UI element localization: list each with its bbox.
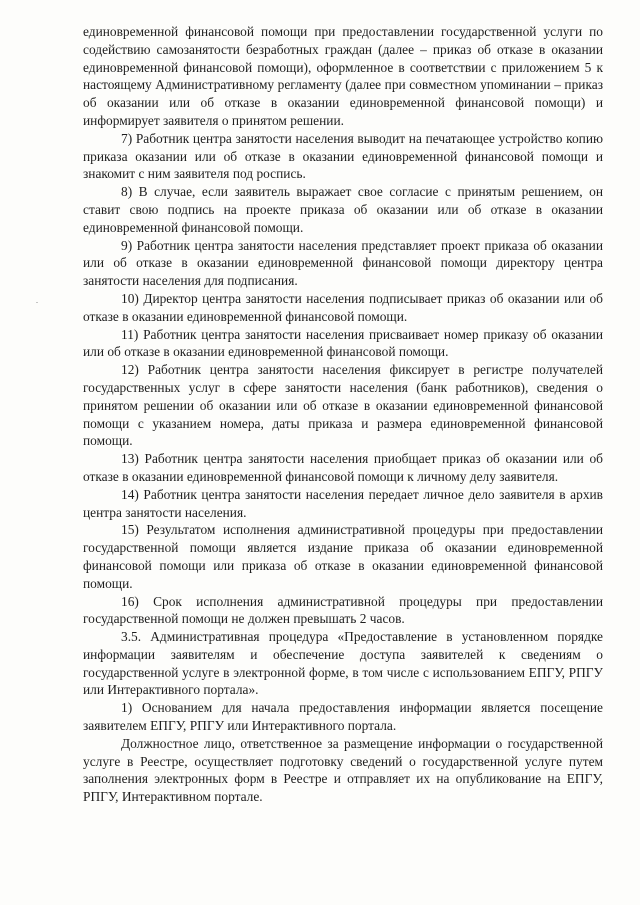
- section-3-5-heading: 3.5. Административная процедура «Предоставление в установленном порядке информации заявителям и обеспечение доступа заявителей к сведениям о государственной услуге в электронной форме, в том числе с использованием ЕПГУ, РПГУ или Интерактивного портала».: [83, 629, 603, 698]
- paragraph-item-13: 13) Работник центра занятости населения приобщает приказ об оказании или об отказе в оказании единовременной финансовой помощи к личному делу заявителя.: [83, 451, 603, 484]
- paragraph-item-14: 14) Работник центра занятости населения передает личное дело заявителя в архив центра занятости населения.: [83, 486, 603, 520]
- paragraph-item-12: 12) Работник центра занятости населения фиксирует в регистре получателей государственных услуг в сфере занятости населения (банк работников), сведения о принятом решении об оказании или об отказе в оказании единовременной финансовой помощи с указанием номера, даты приказа и размера единовременной финансовой помощи.: [83, 362, 603, 449]
- paragraph-item-9: 9) Работник центра занятости населения представляет проект приказа об оказании или об отказе в оказании единовременной финансовой помощи директору центра занятости населения для подписания.: [83, 237, 603, 289]
- paragraph-item-16: 16) Срок исполнения административной процедуры при предоставлении государственной помощи не должен превышать 2 часов.: [83, 593, 603, 627]
- paragraph-continuation: единовременной финансовой помощи при предоставлении государственной услуги по содействию самозанятости безработных граждан (далее – приказ об отказе в оказании единовременной финансовой помощи), оформленное в соответствии с приложением 5 к настоящему Административному регламенту (далее при совместном упоминании – приказ об оказании или об отказе в оказании единовременной финансовой помощи) и информирует заявителя о принятом решении.: [83, 24, 603, 128]
- paragraph-item-8: 8) В случае, если заявитель выражает свое согласие с принятым решением, он ставит свою подпись на проекте приказа об оказании или об отказе в оказании единовременной финансовой помощи.: [83, 184, 603, 235]
- paragraph-item-10: 10) Директор центра занятости населения подписывает приказ об оказании или об отказе в оказании единовременной финансовой помощи.: [83, 290, 603, 324]
- paragraph-3-5-item-1: 1) Основанием для начала предоставления информации является посещение заявителем ЕПГУ, РПГУ или Интерактивного портала.: [83, 700, 603, 734]
- paragraph-official-duties: Должностное лицо, ответственное за размещение информации о государственной услуге в Реестре, осуществляет подготовку сведений о государственной услуге путем заполнения электронных форм в Реестре и отправляет их на опубликование на ЕПГУ, РПГУ, Интерактивном портале.: [83, 735, 603, 805]
- paragraph-item-15: 15) Результатом исполнения административной процедуры при предоставлении государственной помощи является издание приказа об оказании единовременной финансовой помощи или приказа об отказе в оказании единовременной финансовой помощи.: [83, 522, 603, 591]
- paragraph-item-7: 7) Работник центра занятости населения выводит на печатающее устройство копию приказа оказании или об отказе в оказании единовременной финансовой помощи и знакомит с ним заявителя под роспись.: [83, 130, 603, 182]
- document-body: [83, 23, 603, 806]
- scan-speck: [36, 302, 38, 303]
- paragraph-item-11: 11) Работник центра занятости населения присваивает номер приказу об оказании или об отказе в оказании единовременной финансовой помощи.: [83, 326, 603, 360]
